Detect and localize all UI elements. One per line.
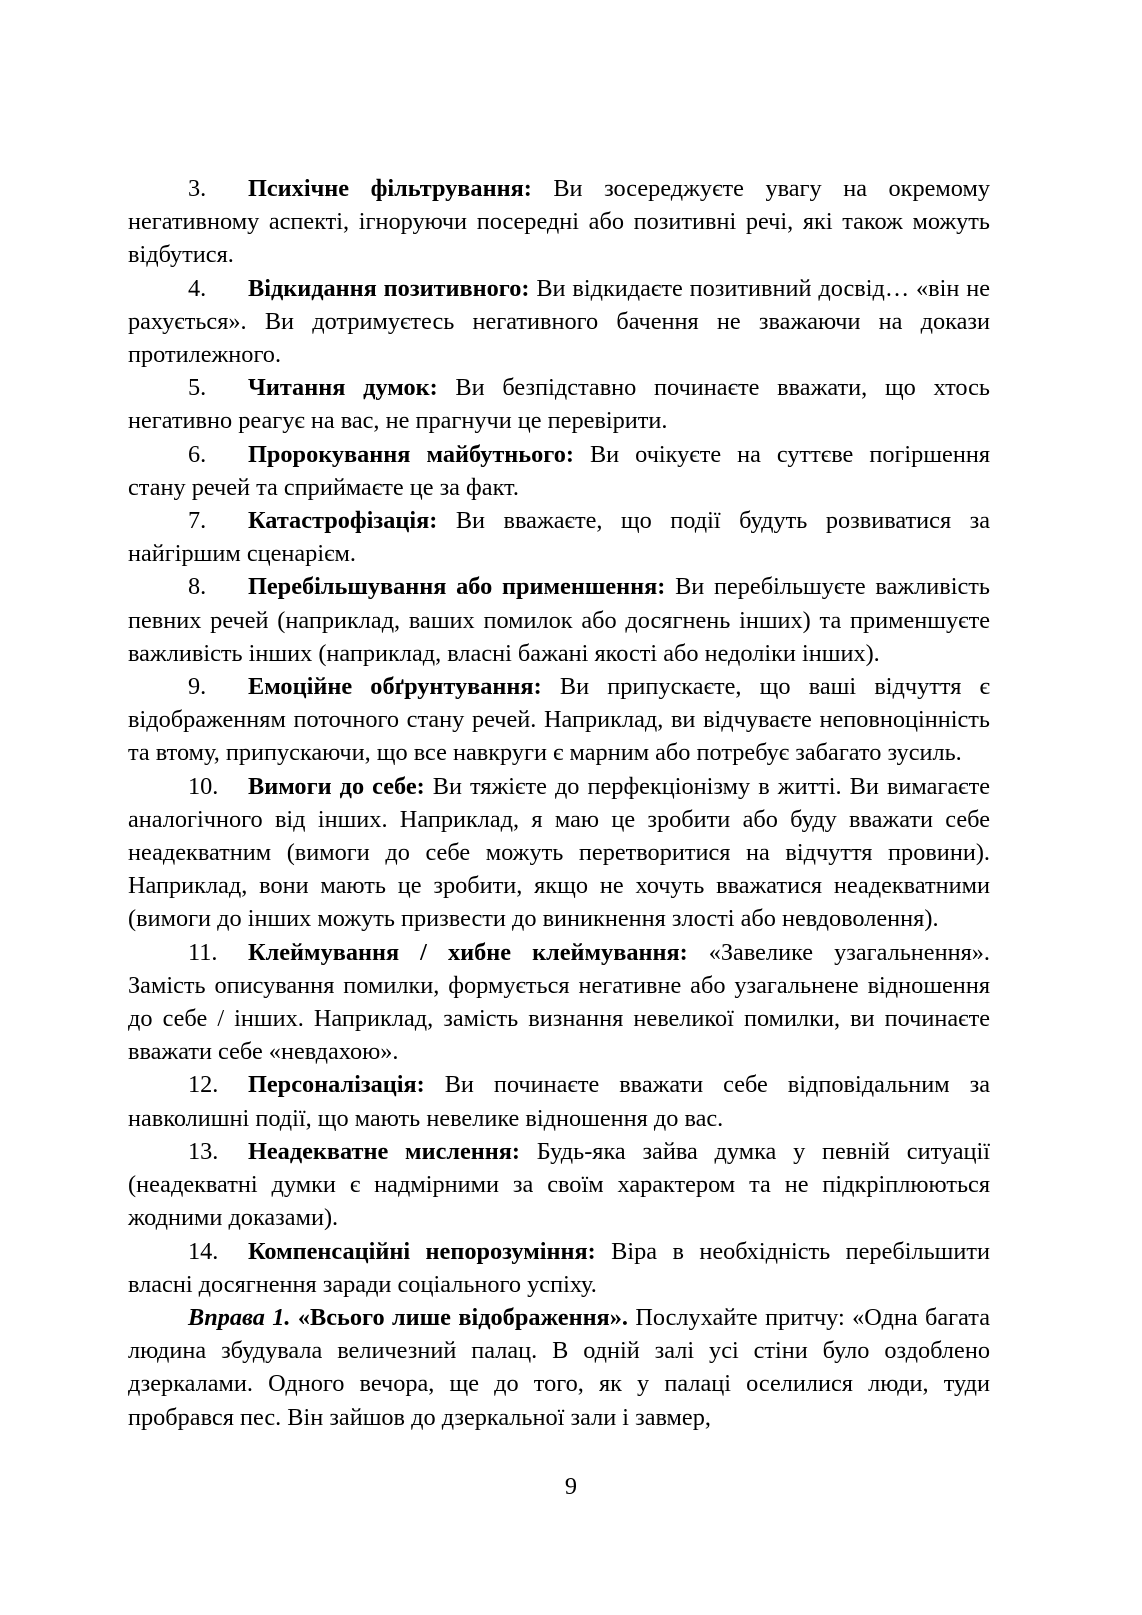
- list-item: [128, 770, 990, 936]
- list-item-heading: Емоційне обґрунтування:: [248, 673, 542, 701]
- list-item-number: 4.: [188, 274, 207, 302]
- list-item-heading: Катастрофізація:: [248, 507, 438, 535]
- page-number: 9: [564, 1473, 578, 1500]
- list-item-number: 9.: [188, 673, 207, 701]
- page-body-text: [128, 172, 990, 1434]
- list-item-heading: Психічне фільтрування:: [248, 175, 532, 202]
- list-item: [128, 504, 990, 570]
- list-item: [128, 670, 990, 770]
- list-item-number: 6.: [188, 440, 207, 468]
- exercise-title: «Всього лише відображення».: [297, 1303, 628, 1331]
- list-item: [128, 172, 990, 272]
- list-item-number: 13.: [188, 1137, 219, 1165]
- list-item-heading: Компенсаційні непорозуміння:: [248, 1237, 596, 1265]
- list-item: [128, 570, 990, 670]
- list-item-body: Ви зосереджуєте увагу на окремому негативному аспекті, ігноруючи посередні або позитивні речі, які також можуть відбутися.: [128, 175, 990, 269]
- list-item-heading: Перебільшування або применшення:: [248, 573, 666, 601]
- exercise-label: Вправа 1.: [188, 1303, 291, 1331]
- exercise-paragraph: [128, 1301, 990, 1434]
- list-item-body: Будь-яка зайва думка у певній ситуації (неадекватні думки є надмірними за своїм характером та не підкріплюються жодними доказами).: [128, 1137, 991, 1232]
- list-item: [128, 438, 990, 504]
- list-item-heading: Вимоги до себе:: [248, 772, 425, 800]
- list-item-number: 14.: [188, 1237, 219, 1265]
- list-item-body: Ви очікуєте на суттєве погіршення стану речей та сприймаєте це за факт.: [128, 440, 991, 501]
- list-item-body: Віра в необхідність перебільшити власні досягнення заради соціального успіху.: [128, 1237, 991, 1298]
- list-item-number: 12.: [188, 1071, 219, 1099]
- list-item: [128, 272, 990, 372]
- list-item-body: Ви тяжієте до перфекціонізму в житті. Ви вимагаєте аналогічного від інших. Наприклад, я маю це зробити або буду вважати себе неадекватним (вимоги до себе можуть перетворитися на відчуття провини). Наприклад, вони мають це зробити, якщо не хочуть вважатися неадекватними (вимоги до інших можуть призвести до виникнення злості або невдоволення).: [128, 772, 990, 933]
- list-item: [128, 371, 990, 437]
- list-item-number: 8.: [188, 573, 207, 601]
- list-item-number: 10.: [188, 772, 219, 800]
- list-item-body: Ви перебільшуєте важливість певних речей (наприклад, ваших помилок або досягнень інших) та применшуєте важливість інших (наприклад, власні бажані якості або недоліки інших).: [128, 573, 990, 667]
- list-item-body: «Завелике узагальнення». Замість описування помилки, формується негативне або узагальнене відношення до себе / інших. Наприклад, замість визнання невеликої помилки, ви починаєте вважати себе «невдахою».: [128, 938, 990, 1066]
- list-item-heading: Клеймування / хибне клеймування:: [248, 938, 688, 966]
- list-item-body: Ви припускаєте, що ваші відчуття є відображенням поточного стану речей. Наприклад, ви відчуваєте неповноцінність та втому, припускаючи, що все навкруги є марним або потребує забагато зусиль.: [128, 673, 990, 767]
- list-item-number: 11.: [188, 938, 218, 966]
- list-item-body: Ви починаєте вважати себе відповідальним за навколишні події, що мають невелике відношення до вас.: [128, 1071, 990, 1132]
- list-item-heading: Читання думок:: [248, 374, 438, 402]
- list-item-heading: Пророкування майбутнього:: [248, 440, 574, 468]
- list-item-heading: Неадекватне мислення:: [248, 1137, 521, 1165]
- list-item-heading: Відкидання позитивного:: [248, 274, 530, 302]
- list-item: [128, 1135, 990, 1235]
- list-item: [128, 936, 990, 1069]
- list-item-number: 3.: [188, 175, 207, 202]
- list-item-number: 5.: [188, 374, 207, 402]
- list-item-heading: Персоналізація:: [248, 1071, 425, 1099]
- list-item: [128, 1235, 990, 1301]
- list-item-number: 7.: [188, 507, 207, 535]
- exercise-body: Послухайте притчу: «Одна багата людина збудувала величезний палац. В одній залі усі стіни було оздоблено дзеркалами. Одного вечора, ще до того, як у палаці оселилися люди, туди пробрався пес. Він зайшов до дзеркальної зали і завмер,: [128, 1303, 991, 1431]
- list-item-body: Ви безпідставно починаєте вважати, що хтось негативно реагує на вас, не прагнучи це перевірити.: [128, 374, 990, 435]
- list-item-body: Ви вважаєте, що події будуть розвиватися за найгіршим сценарієм.: [128, 507, 990, 568]
- list-item: [128, 1068, 990, 1134]
- list-item-body: Ви відкидаєте позитивний досвід… «він не рахується». Ви дотримуєтесь негативного бачення не зважаючи на докази протилежного.: [128, 274, 990, 369]
